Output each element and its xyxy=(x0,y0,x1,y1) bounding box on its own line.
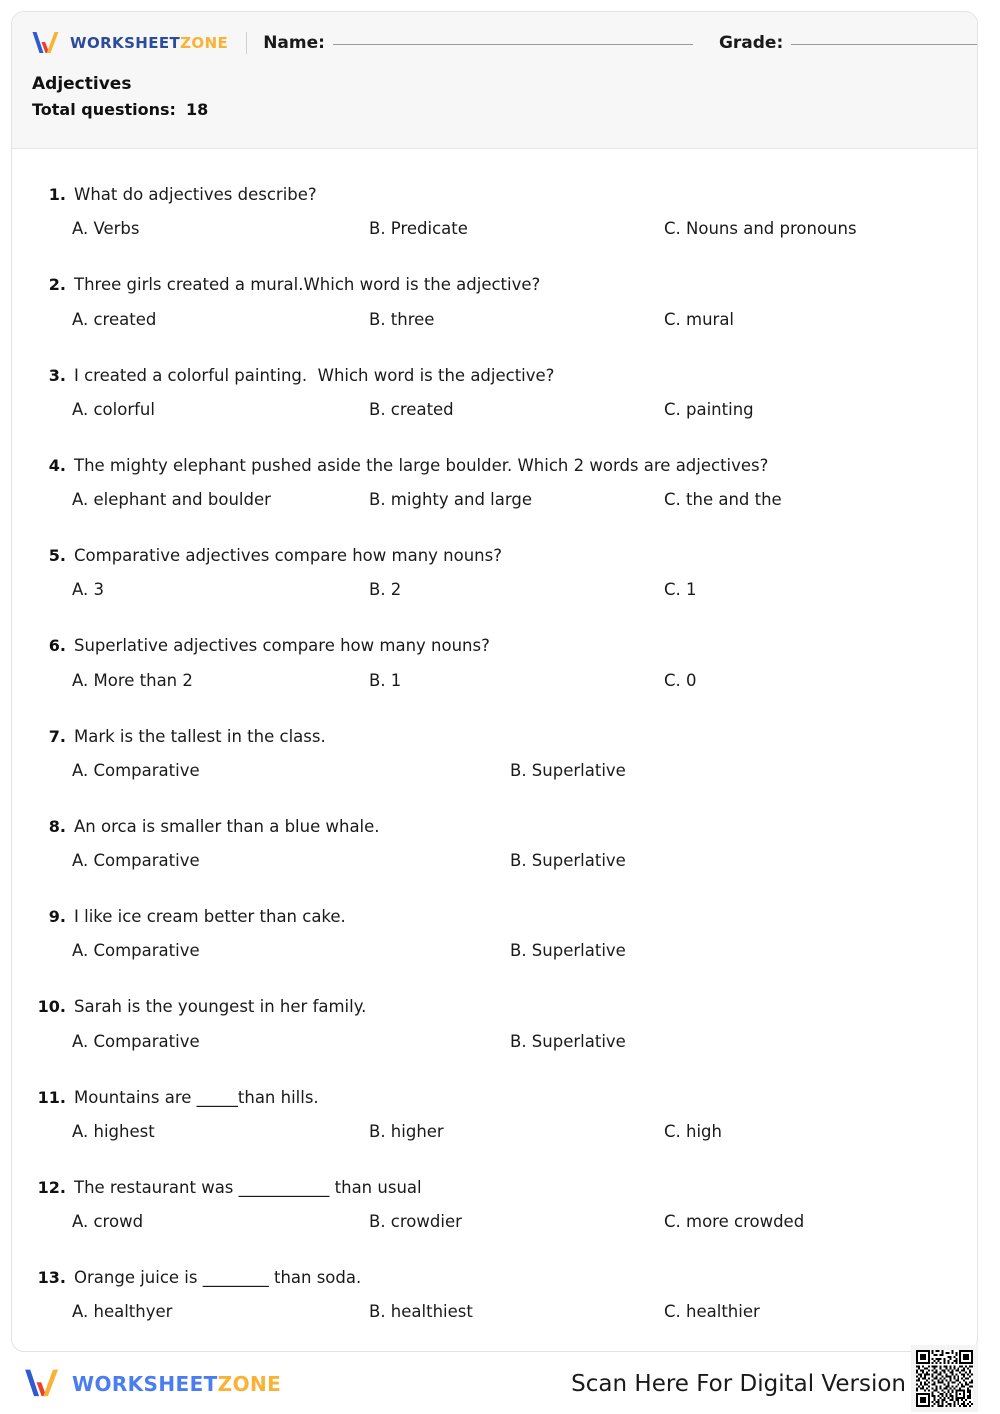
answer-option[interactable]: A. Comparative xyxy=(72,760,200,780)
header-top-row xyxy=(12,12,977,56)
question-text: An orca is smaller than a blue whale. xyxy=(74,816,380,836)
answer-option[interactable]: A. highest xyxy=(72,1121,155,1141)
answer-options xyxy=(32,1301,957,1341)
question-line xyxy=(32,534,957,567)
question-block xyxy=(32,354,957,439)
question-text: I created a colorful painting. Which word is the adjective? xyxy=(74,365,555,385)
question-block xyxy=(32,715,957,800)
question-line xyxy=(32,805,957,838)
answer-option[interactable]: C. painting xyxy=(664,399,754,419)
question-block xyxy=(32,985,957,1070)
answer-options xyxy=(32,489,957,529)
answer-option[interactable]: B. Superlative xyxy=(510,760,626,780)
question-text: Superlative adjectives compare how many nouns? xyxy=(74,636,490,656)
answer-options xyxy=(32,309,957,349)
question-number: 6. xyxy=(48,636,66,656)
question-number: 9. xyxy=(48,907,66,927)
answer-option[interactable]: B. 1 xyxy=(369,670,402,690)
answer-option[interactable]: A. healthyer xyxy=(72,1302,173,1322)
answer-option[interactable]: C. the and the xyxy=(664,490,782,510)
worksheetzone-w-logo-icon xyxy=(22,1367,65,1400)
total-questions-label: Total questions: xyxy=(32,99,176,119)
answer-options xyxy=(32,940,957,980)
page-title: Adjectives xyxy=(32,74,132,94)
question-text: Sarah is the youngest in her family. xyxy=(74,997,367,1017)
question-number: 13. xyxy=(37,1268,66,1288)
question-number: 11. xyxy=(37,1087,66,1107)
answer-option[interactable]: B. Superlative xyxy=(510,941,626,961)
question-number: 5. xyxy=(48,546,66,566)
question-text: The mighty elephant pushed aside the large boulder. Which 2 words are adjectives? xyxy=(74,455,769,475)
question-number: 12. xyxy=(37,1177,66,1197)
question-number: 3. xyxy=(48,365,66,385)
answer-option[interactable]: C. more crowded xyxy=(664,1212,805,1232)
answer-option[interactable]: A. elephant and boulder xyxy=(72,490,271,510)
question-text: Comparative adjectives compare how many nouns? xyxy=(74,546,502,566)
footer-brand xyxy=(22,1367,281,1400)
question-block xyxy=(32,534,957,619)
question-line xyxy=(32,263,957,296)
answer-option[interactable]: B. 2 xyxy=(369,580,402,600)
brand-wordmark-part1: WORKSHEET xyxy=(70,33,181,52)
answer-options xyxy=(32,1121,957,1161)
answer-option[interactable]: B. higher xyxy=(369,1121,444,1141)
answer-option[interactable]: A. Verbs xyxy=(72,219,140,239)
question-number: 2. xyxy=(48,275,66,295)
name-label: Name: xyxy=(263,33,325,53)
question-block xyxy=(32,444,957,529)
qr-code-icon[interactable] xyxy=(911,1345,978,1412)
question-number: 10. xyxy=(37,997,66,1017)
total-questions-value: 18 xyxy=(185,99,209,119)
answer-option[interactable]: C. Nouns and pronouns xyxy=(664,219,857,239)
answer-options xyxy=(32,670,957,710)
question-block xyxy=(32,1166,957,1251)
answer-option[interactable]: B. crowdier xyxy=(369,1212,462,1232)
answer-option[interactable]: C. healthier xyxy=(664,1302,760,1322)
answer-option[interactable]: B. Superlative xyxy=(510,851,626,871)
answer-options xyxy=(32,399,957,439)
question-text: What do adjectives describe? xyxy=(74,185,317,204)
answer-option[interactable]: C. mural xyxy=(664,309,735,329)
answer-option[interactable]: B. created xyxy=(369,399,454,419)
question-line xyxy=(32,624,957,657)
answer-option[interactable]: B. Predicate xyxy=(369,219,468,239)
worksheet-header xyxy=(12,12,977,149)
answer-option[interactable]: A. colorful xyxy=(72,399,155,419)
question-line xyxy=(32,895,957,928)
header-divider xyxy=(246,32,247,54)
grade-input-line[interactable] xyxy=(791,44,978,45)
answer-option[interactable]: B. three xyxy=(369,309,435,329)
grade-field-group xyxy=(719,33,978,53)
question-line xyxy=(32,1076,957,1109)
questions-list xyxy=(12,149,977,1352)
question-block xyxy=(32,263,957,348)
question-line xyxy=(32,1166,957,1199)
answer-option[interactable]: B. mighty and large xyxy=(369,490,532,510)
header-meta xyxy=(12,56,977,122)
footer-brand-wordmark-part2: ZONE xyxy=(217,1371,282,1396)
scan-prompt-text: Scan Here For Digital Version xyxy=(571,1371,906,1397)
answer-options xyxy=(32,850,957,890)
question-text: Three girls created a mural.Which word is the adjective? xyxy=(74,275,541,295)
question-text: The restaurant was ___________ than usual xyxy=(74,1177,422,1197)
answer-option[interactable]: C. 1 xyxy=(664,580,697,600)
answer-options xyxy=(32,1031,957,1071)
question-block xyxy=(32,895,957,980)
total-questions xyxy=(32,98,977,123)
worksheetzone-w-logo-icon xyxy=(30,30,64,56)
question-line xyxy=(32,444,957,477)
answer-option[interactable]: B. Superlative xyxy=(510,1031,626,1051)
brand-wordmark-part2: ZONE xyxy=(180,33,229,52)
answer-option[interactable]: A. created xyxy=(72,309,157,329)
answer-option[interactable]: C. high xyxy=(664,1121,722,1141)
question-line xyxy=(32,354,957,387)
answer-option[interactable]: C. 0 xyxy=(664,670,697,690)
question-number: 7. xyxy=(48,726,66,746)
answer-option[interactable]: A. 3 xyxy=(72,580,104,600)
answer-option[interactable]: A. More than 2 xyxy=(72,670,193,690)
answer-options xyxy=(32,760,957,800)
question-text: I like ice cream better than cake. xyxy=(74,907,346,927)
question-number: 1. xyxy=(48,185,66,204)
answer-options xyxy=(32,218,957,258)
grade-label: Grade: xyxy=(718,33,784,53)
answer-option[interactable]: A. Comparative xyxy=(72,1031,200,1051)
question-text: Mountains are _____than hills. xyxy=(74,1087,319,1107)
question-block xyxy=(32,1076,957,1161)
question-number: 8. xyxy=(48,816,66,836)
answer-option[interactable]: B. healthiest xyxy=(369,1302,473,1322)
question-text: Orange juice is ________ than soda. xyxy=(74,1268,362,1288)
answer-options xyxy=(32,579,957,619)
question-block xyxy=(32,624,957,709)
question-line xyxy=(32,1256,957,1289)
worksheet-sheet xyxy=(11,11,978,1352)
answer-option[interactable]: A. Comparative xyxy=(72,941,200,961)
brand-wordmark xyxy=(70,33,229,52)
name-field-group xyxy=(263,33,693,53)
worksheet-footer xyxy=(11,1353,978,1414)
answer-option[interactable]: A. crowd xyxy=(72,1212,144,1232)
question-block xyxy=(32,173,957,258)
question-line xyxy=(32,985,957,1018)
question-number: 4. xyxy=(48,455,66,475)
question-line xyxy=(32,173,957,206)
question-text: Mark is the tallest in the class. xyxy=(74,726,326,746)
question-block xyxy=(32,1256,957,1341)
footer-brand-wordmark xyxy=(72,1371,282,1396)
question-line xyxy=(32,715,957,748)
footer-brand-wordmark-part1: WORKSHEET xyxy=(72,1371,218,1396)
question-block xyxy=(32,805,957,890)
name-input-line[interactable] xyxy=(333,44,693,45)
answer-options xyxy=(32,1211,957,1251)
answer-option[interactable]: A. Comparative xyxy=(72,851,200,871)
